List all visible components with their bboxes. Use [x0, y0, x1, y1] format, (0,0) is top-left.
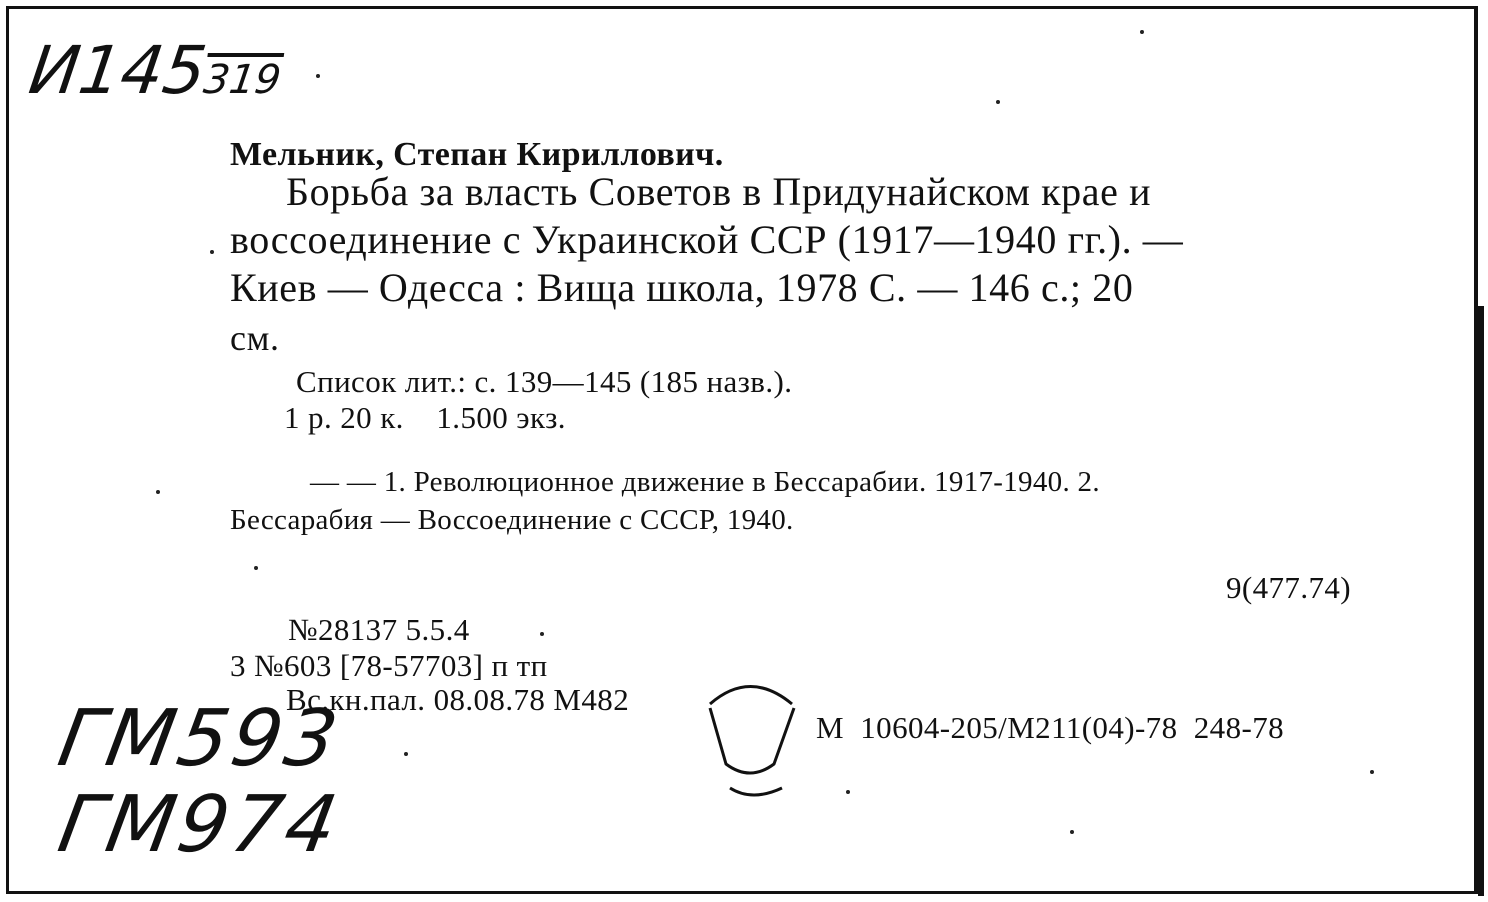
- handwritten-mark-1: ГМ593: [52, 694, 348, 784]
- dust-speck: [1140, 30, 1144, 34]
- handwritten-mark-2: ГМ974: [52, 780, 348, 870]
- handwritten-call-number-sub: 319: [200, 57, 284, 103]
- title-line-1: Борьба за власть Советов в Придунайском крае и: [286, 169, 1152, 214]
- dust-speck: [996, 100, 1000, 104]
- order-line: 3 №603 [78-57703] п тп: [230, 648, 548, 683]
- chamber-line: Вс.кн.пал. 08.08.78 М482: [286, 682, 630, 717]
- title-line-3: Киев — Одесса : Вища школа, 1978 С. — 146 с.; 20: [230, 265, 1134, 310]
- stamp-circle-mark: [700, 674, 804, 810]
- handwritten-call-number-main: И145: [24, 32, 211, 109]
- subjects-line-2: Бессарабия — Воссоединение с СССР, 1940.: [230, 504, 794, 536]
- dust-speck: [156, 490, 160, 494]
- dust-speck: [210, 250, 214, 254]
- dust-speck: [316, 74, 320, 78]
- price-line: 1 р. 20 к. 1.500 экз.: [284, 400, 566, 435]
- dust-speck: [254, 566, 258, 570]
- record-number: №28137 5.5.4: [288, 612, 470, 647]
- bibliography-note: Список лит.: с. 139—145 (185 назв.).: [296, 364, 793, 399]
- classification-code: 9(477.74): [1226, 570, 1351, 605]
- card-edge-shadow: [1478, 306, 1484, 896]
- dust-speck: [404, 752, 408, 756]
- handwritten-call-number: [24, 32, 286, 109]
- code-line: М 10604-205/М211(04)-78 248-78: [816, 710, 1285, 745]
- author-heading: Мельник, Степан Кириллович.: [230, 136, 724, 173]
- title-line-2: воссоединение с Украинской ССР (1917—1940 гг.). —: [230, 217, 1184, 262]
- dust-speck: [540, 632, 544, 636]
- subjects-line-1: — — 1. Революционное движение в Бессарабии. 1917-1940. 2.: [310, 466, 1100, 498]
- dust-speck: [846, 790, 850, 794]
- title-line-4: см.: [230, 318, 280, 358]
- dust-speck: [1370, 770, 1374, 774]
- dust-speck: [1070, 830, 1074, 834]
